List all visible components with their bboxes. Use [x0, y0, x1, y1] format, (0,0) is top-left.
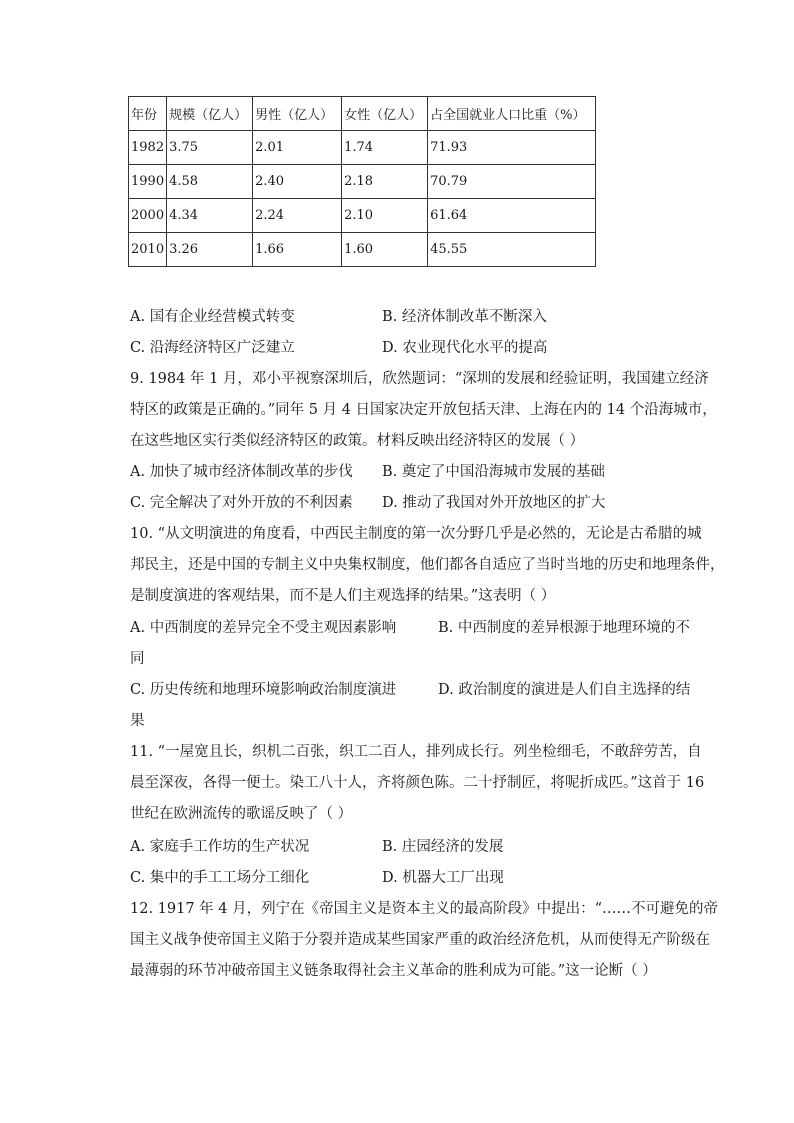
table-header-cell: 占全国就业人口比重（%）	[428, 97, 596, 131]
table-cell: 71.93	[428, 131, 596, 165]
table-cell: 70.79	[428, 165, 596, 199]
q12-stem-line: 最薄弱的环节冲破帝国主义链条取得社会主义革命的胜利成为可能。”这一论断（ ）	[130, 963, 657, 979]
table-cell: 2010	[129, 233, 167, 267]
q9-option-d: D. 推动了我国对外开放地区的扩大	[382, 495, 606, 511]
employment-table	[128, 96, 596, 267]
q10-option-c: C. 历史传统和地理环境影响政治制度演进	[130, 682, 397, 698]
table-cell: 2.01	[253, 131, 342, 165]
table-row	[129, 165, 596, 199]
table-cell: 2.10	[342, 199, 428, 233]
q9-stem-line: 在这些地区实行类似经济特区的政策。材料反映出经济特区的发展（ ）	[130, 433, 585, 449]
table-cell: 4.34	[167, 199, 253, 233]
table-cell: 2.24	[253, 199, 342, 233]
table-cell: 1.66	[253, 233, 342, 267]
table-row	[129, 199, 596, 233]
table-cell: 2.40	[253, 165, 342, 199]
table-cell: 1.74	[342, 131, 428, 165]
q11-stem-line: 世纪在欧洲流传的歌谣反映了（ ）	[130, 806, 353, 822]
q8-option-b: B. 经济体制改革不断深入	[382, 309, 547, 325]
q8-option-d: D. 农业现代化水平的提高	[382, 340, 548, 356]
q11-option-a: A. 家庭手工作坊的生产状况	[130, 839, 310, 855]
q11-option-d: D. 机器大工厂出现	[382, 870, 504, 886]
q10-option-d: D. 政治制度的演进是人们自主选择的结	[438, 682, 691, 698]
q9-option-c: C. 完全解决了对外开放的不利因素	[130, 495, 353, 511]
table-cell: 3.75	[167, 131, 253, 165]
q10-stem-line: 10. “从文明演进的角度看，中西民主制度的第一次分野几乎是必然的，无论是古希腊的城	[130, 526, 702, 542]
q10-option-b-continued: 同	[130, 651, 145, 667]
table-cell: 2000	[129, 199, 167, 233]
q8-option-c: C. 沿海经济特区广泛建立	[130, 340, 295, 356]
table-row	[129, 131, 596, 165]
q10-option-b: B. 中西制度的差异根源于地理环境的不	[438, 620, 690, 636]
q9-stem-line: 9. 1984 年 1 月，邓小平视察深圳后，欣然题词：“深圳的发展和经验证明，我国建立经济	[130, 371, 709, 387]
table-cell: 61.64	[428, 199, 596, 233]
table-cell: 2.18	[342, 165, 428, 199]
q10-option-d-continued: 果	[130, 713, 145, 729]
table-header-cell: 女性（亿人）	[342, 97, 428, 131]
q11-option-c: C. 集中的手工工场分工细化	[130, 870, 310, 886]
table-cell: 1.60	[342, 233, 428, 267]
table-row	[129, 233, 596, 267]
q12-stem-line: 国主义战争使帝国主义陷于分裂并造成某些国家严重的政治经济危机，从而使得无产阶级在	[130, 932, 710, 948]
q11-option-b: B. 庄园经济的发展	[382, 839, 504, 855]
q11-stem-line: 11. “一屋宽且长，织机二百张，织工二百人，排列成长行。列坐检细毛，不敢辞劳苦，自	[130, 744, 702, 760]
table-cell: 45.55	[428, 233, 596, 267]
table-cell: 4.58	[167, 165, 253, 199]
table-cell: 1982	[129, 131, 167, 165]
q9-stem-line: 特区的政策是正确的。”同年 5 月 4 日国家决定开放包括天津、上海在内的 14 个沿海城市，	[130, 402, 717, 418]
q11-stem-line: 晨至深夜，各得一便士。染工八十人，齐将颜色陈。二十抒制匠，将呢折成匹。”这首于 16	[130, 775, 705, 791]
q10-stem-line: 是制度演进的客观结果，而不是人们主观选择的结果。”这表明（ ）	[130, 588, 556, 604]
q8-option-a: A. 国有企业经营模式转变	[130, 309, 295, 325]
q9-option-b: B. 奠定了中国沿海城市发展的基础	[382, 464, 605, 480]
table-header-cell: 年份	[129, 97, 167, 131]
q10-stem-line: 邦民主，还是中国的专制主义中央集权制度，他们都各自适应了当时当地的历史和地理条件，	[130, 557, 725, 573]
q9-option-a: A. 加快了城市经济体制改革的步伐	[130, 464, 353, 480]
table-header-row	[129, 97, 596, 131]
table-cell: 3.26	[167, 233, 253, 267]
table-header-cell: 男性（亿人）	[253, 97, 342, 131]
table-cell: 1990	[129, 165, 167, 199]
q10-option-a: A. 中西制度的差异完全不受主观因素影响	[130, 620, 397, 636]
table-header-cell: 规模（亿人）	[167, 97, 253, 131]
q12-stem-line: 12. 1917 年 4 月，列宁在《帝国主义是资本主义的最高阶段》中提出：“……不可避免的帝	[130, 901, 719, 917]
